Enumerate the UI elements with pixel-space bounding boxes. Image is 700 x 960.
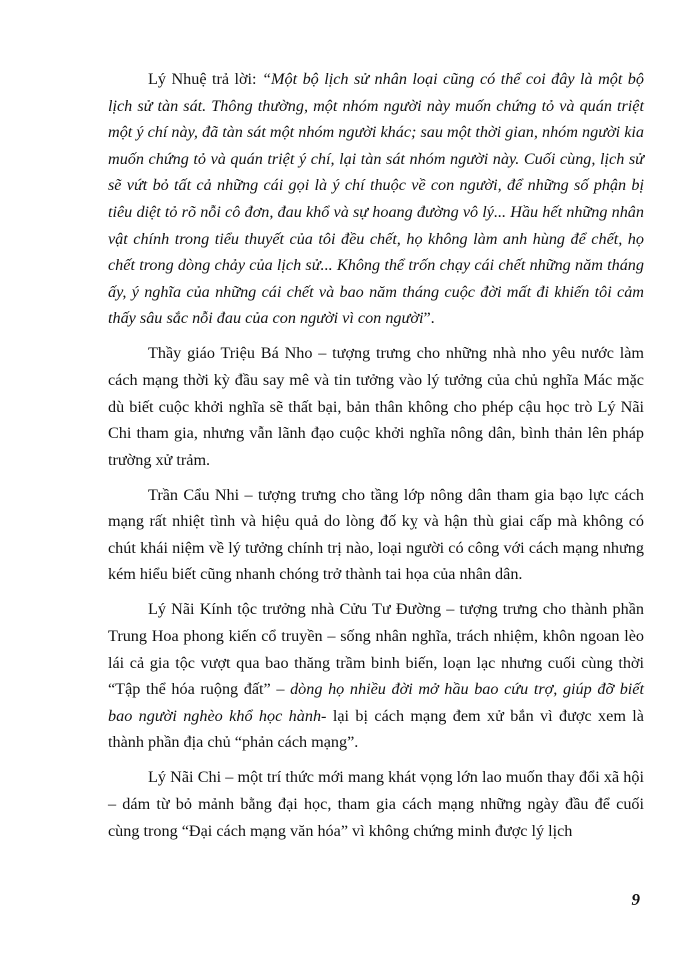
quote-tail: ”. — [423, 309, 435, 328]
paragraph-ly-nai-chi: Lý Nãi Chi – một trí thức mới mang khát vọng lớn lao muốn thay đổi xã hội – dám từ bỏ mảnh bằng đại học, tham gia cách mạng những ngày đầu để cuối cùng trong “Đại cách mạng văn hóa” vì không chứng minh được lý lịch — [108, 768, 644, 840]
paragraph-ly-nai-kinh-italic: dòng họ nhiều đời mở hầu bao cứu trợ, giúp đỡ biết bao người nghèo khổ học hành- — [108, 680, 644, 725]
paragraph-ly-nai-kinh-part2: lại bị cách mạng đem xử bắn vì được xem là thành phần địa chủ “phản cách mạng”. — [108, 706, 644, 752]
paragraph-ly-nhue-quote — [108, 66, 644, 332]
paragraph-tran-cau-nhi: Trần Cẩu Nhi – tượng trưng cho tầng lớp nông dân tham gia bạo lực cách mạng rất nhiệt tình và hiệu quả do lòng đố kỵ và hận thù giai cấp mà không có chút khái niệm về lý tưởng chính trị nào, loại người có công với cách mạng nhưng kém hiểu biết cũng nhanh chóng trở thành tai họa của nhân dân. — [108, 485, 644, 584]
quote-text: “Một bộ lịch sử nhân loại cũng có thể coi đây là một bộ lịch sử tàn sát. Thông thường, một nhóm người này muốn chứng tỏ và quán triệt một ý chí này, đã tàn sát một nhóm người khác; sau một thời gian, nhóm người kia muốn chứng tỏ và quán triệt ý chí, lại tàn sát nhóm người này. Cuối cùng, lịch sử sẽ vứt bỏ tất cả những cái gọi là ý chí thuộc về con người, để những số phận bị tiêu diệt tỏ rõ nỗi cô đơn, đau khổ và sự hoang đường vô lý... Hầu hết những nhân vật chính trong tiểu thuyết của tôi đều chết, họ không làm anh hùng để chết, họ chết trong dòng chảy của lịch sử... Không thể trốn chạy cái chết những năm tháng ấy, ý nghĩa của những cái chết và bao năm tháng cuộc đời mất đi khiến tôi cảm thấy sâu sắc nỗi đau của con người vì con người — [108, 70, 644, 328]
page-number: 9 — [631, 890, 640, 909]
body-text — [108, 66, 644, 853]
quote-lead: Lý Nhuệ trả lời: — [148, 70, 263, 88]
paragraph-ly-nai-kinh — [108, 596, 644, 756]
paragraph-ly-nai-kinh-part1: Lý Nãi Kính tộc trưởng nhà Cửu Tư Đường – tượng trưng cho thành phần Trung Hoa phong kiến cổ truyền – sống nhân nghĩa, trách nhiệm, khôn ngoan lèo lái cả gia tộc vượt qua bao thăng trầm binh biến, loạn lạc nhưng cuối cùng thời “Tập thể hóa ruộng đất” – — [108, 600, 644, 699]
paragraph-trieu-ba-nho: Thầy giáo Triệu Bá Nho – tượng trưng cho những nhà nho yêu nước làm cách mạng thời kỳ đầu say mê và tin tưởng vào lý tưởng của chủ nghĩa Mác mặc dù biết cuộc khởi nghĩa sẽ thất bại, bản thân không cho phép cậu học trò Lý Nãi Chi tham gia, nhưng vẫn lãnh đạo cuộc khởi nghĩa nông dân, bình thản lên pháp trường xử trảm. — [108, 344, 644, 469]
